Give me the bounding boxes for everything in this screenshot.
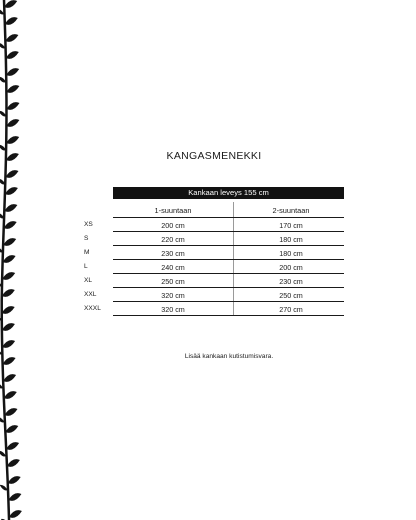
- one-way-value: 320 cm: [161, 305, 185, 314]
- table-rule: [113, 245, 344, 246]
- two-way-value: 180 cm: [279, 235, 303, 244]
- table-rule: [113, 231, 344, 232]
- table-header-fabric-width: Kankaan leveys 155 cm: [113, 187, 344, 199]
- column-header-two-way: 2-suuntaan: [272, 206, 310, 215]
- one-way-value: 250 cm: [161, 277, 185, 286]
- table-rule: [113, 301, 344, 302]
- two-way-value: 200 cm: [279, 263, 303, 272]
- size-label: XXL: [84, 291, 97, 298]
- size-label: XL: [84, 277, 93, 284]
- leaf-icon: [8, 476, 21, 484]
- table-rule: [113, 273, 344, 274]
- size-label: L: [84, 263, 88, 270]
- leaf-icon: [3, 238, 16, 246]
- leaf-icon: [6, 119, 19, 127]
- one-way-value: 240 cm: [161, 263, 185, 272]
- two-way-value: 180 cm: [279, 249, 303, 258]
- leaf-icon: [6, 442, 19, 450]
- leaf-icon: [7, 102, 20, 110]
- size-label: S: [84, 235, 89, 242]
- leaf-icon: [3, 374, 16, 382]
- one-way-value: 200 cm: [161, 221, 185, 230]
- one-way-value: 220 cm: [161, 235, 185, 244]
- leaf-icon: [6, 85, 19, 93]
- two-way-value: 230 cm: [279, 277, 303, 286]
- table-rule: [113, 217, 344, 218]
- leaf-icon: [2, 323, 15, 331]
- leaf-icon: [6, 68, 19, 76]
- leaf-icon: [5, 425, 18, 433]
- leaf-icon: [4, 391, 17, 399]
- leaf-icon: [2, 306, 15, 314]
- leaf-icon: [6, 136, 19, 144]
- leaf-icon: [2, 289, 15, 297]
- leaf-icon: [2, 340, 15, 348]
- table-rule: [113, 259, 344, 260]
- size-label: M: [84, 249, 90, 256]
- leaf-vine-border: [0, 0, 40, 520]
- page-title: KANGASMENEKKI: [166, 150, 262, 162]
- two-way-value: 250 cm: [279, 291, 303, 300]
- leaf-icon: [5, 17, 18, 25]
- leaf-icon: [4, 221, 17, 229]
- two-way-value: 170 cm: [279, 221, 303, 230]
- leaf-icon: [9, 510, 22, 518]
- leaf-icon: [3, 255, 16, 263]
- leaf-icon: [3, 357, 16, 365]
- leaf-icon: [4, 0, 17, 8]
- table-rule: [113, 315, 344, 316]
- size-label: XXXL: [84, 305, 101, 312]
- shrinkage-note: Lisää kankaan kutistumisvara.: [184, 353, 274, 360]
- leaf-icon: [8, 493, 21, 501]
- leaf-icon: [7, 459, 20, 467]
- leaf-icon: [0, 485, 8, 491]
- one-way-value: 320 cm: [161, 291, 185, 300]
- two-way-value: 270 cm: [279, 305, 303, 314]
- leaf-icon: [6, 170, 19, 178]
- size-label: XS: [84, 221, 93, 228]
- leaf-icon: [5, 187, 18, 195]
- leaf-icon: [2, 272, 15, 280]
- table-rule: [113, 287, 344, 288]
- leaf-icon: [5, 408, 18, 416]
- leaf-icon: [5, 34, 18, 42]
- column-header-one-way: 1-suuntaan: [154, 206, 192, 215]
- leaf-icon: [6, 51, 19, 59]
- leaf-icon: [4, 204, 17, 212]
- one-way-value: 230 cm: [161, 249, 185, 258]
